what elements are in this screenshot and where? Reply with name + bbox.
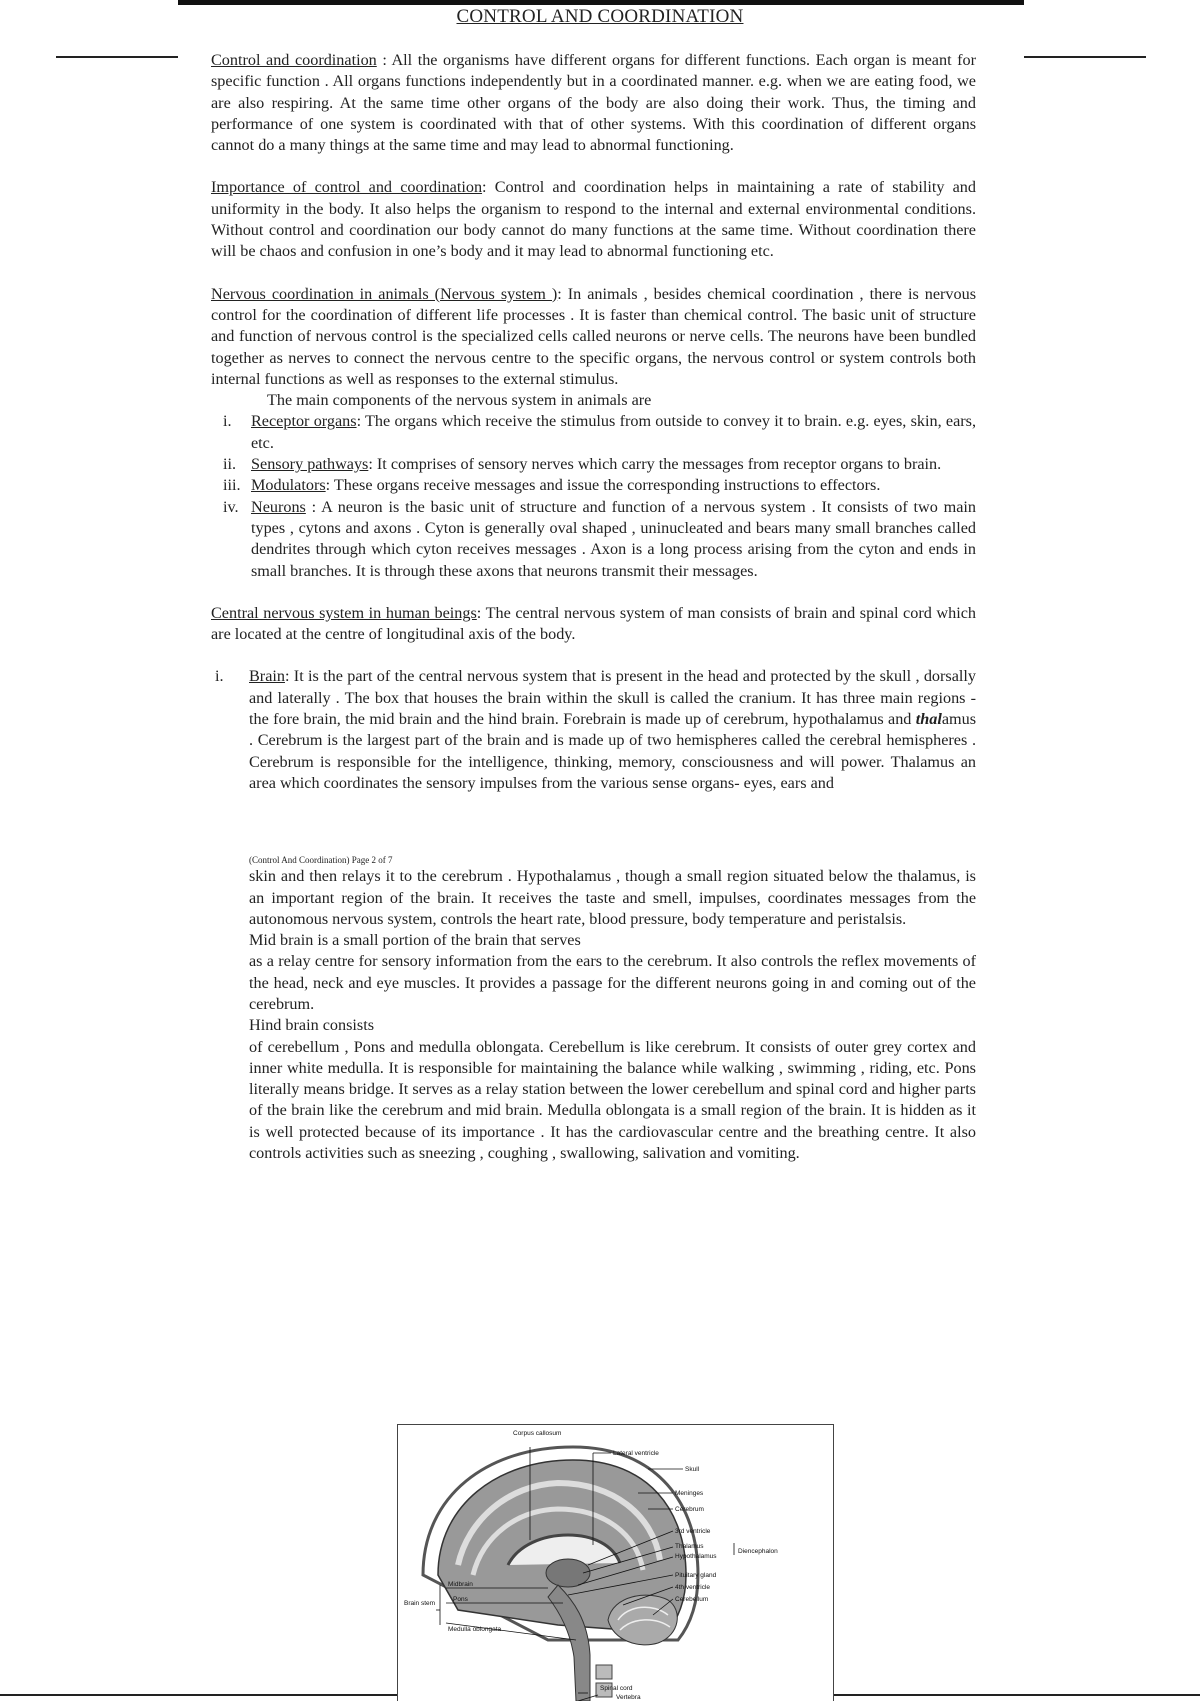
paragraph: skin and then relays it to the cerebrum . Hypothalamus , though a small region situated below the thalamus, is an important region of the brain. It receives the taste and smell, impulses, coordinates messages from the autonomous nervous system, controls the heart rate, blood pressure, body temperature and peristalsis. xyxy=(249,867,976,928)
label-lateral-ventricle: Lateral ventricle xyxy=(613,1450,659,1457)
list-number: iii. xyxy=(223,476,241,495)
list-item xyxy=(211,666,976,794)
list-label: Neurons xyxy=(251,497,306,516)
paragraph: of cerebellum , Pons and medulla oblongata. Cerebellum is like cerebrum. It consists of outer grey cortex and inner white medulla. It is responsible for maintaining the balance while walking , swimming , riding, etc. Pons literally means bridge. It serves as a relay station between the lower cerebellum and spinal cord and higher parts of the brain like the cerebrum and mid brain. Medulla oblongata is a small region of the brain. It is hidden as it is well protected because of its importance . It has the cardiovascular centre and the breathing centre. It also controls activities such as sneezing , coughing , swallowing, salivation and vomiting. xyxy=(249,1037,976,1163)
emphasis-text: thal xyxy=(915,710,942,729)
list-number: i. xyxy=(215,667,224,686)
label-thalamus: Thalamus xyxy=(675,1543,704,1550)
label-diencephalon: Diencephalon xyxy=(738,1548,778,1555)
paragraph: Hind brain consists xyxy=(249,1016,374,1035)
label-midbrain: Midbrain xyxy=(448,1581,473,1588)
label-fourth-ventricle: 4th ventricle xyxy=(675,1584,711,1591)
left-margin-rule xyxy=(56,56,178,58)
page-title: CONTROL AND COORDINATION xyxy=(456,6,744,27)
page-body xyxy=(211,50,976,1164)
list-label: Sensory pathways xyxy=(251,455,369,474)
list-item xyxy=(211,497,976,582)
list-number: ii. xyxy=(223,455,237,474)
label-pituitary: Pituitary gland xyxy=(675,1572,717,1579)
label-brain-stem: Brain stem xyxy=(404,1600,436,1607)
page-footer: (Control And Coordination) Page 2 of 7 xyxy=(249,855,393,866)
section-text: : Control and coordination helps in maintaining a rate of stability and uniformity in the body. It also helps the organism to respond to the internal and external environmental conditions. Without control and coordination our body cannot do many functions at the same time. Without coordination there will be chaos and confusion in one’s body and it may lead to abnormal functioning etc. xyxy=(211,178,976,261)
paragraph: as a relay centre for sensory information from the ears to the cerebrum. It also controls the reflex movements of the head, neck and eye muscles. It provides a passage for the different neurons going in and coming out of the cerebrum. xyxy=(249,952,976,1013)
label-skull: Skull xyxy=(685,1466,700,1473)
section-control xyxy=(211,50,976,156)
brain-diagram-svg xyxy=(398,1425,833,1701)
continued-text xyxy=(211,866,976,1164)
list-text: : These organs receive messages and issue the corresponding instructions to effectors. xyxy=(325,476,881,495)
section-heading: Nervous coordination in animals (Nervous system ) xyxy=(211,284,558,303)
list-number: iv. xyxy=(223,497,239,516)
label-cerebellum: Cerebellum xyxy=(675,1596,709,1603)
label-cerebrum: Cerebrum xyxy=(675,1506,704,1513)
list-label: Modulators xyxy=(251,476,326,495)
section-importance xyxy=(211,177,976,262)
right-margin-rule xyxy=(1024,56,1146,58)
section-heading: Central nervous system in human beings xyxy=(211,603,477,622)
section-heading: Importance of control and coordination xyxy=(211,178,483,197)
vertebra-shape xyxy=(596,1665,612,1679)
components-intro: The main components of the nervous system in animals are xyxy=(267,391,652,410)
label-medulla: Medulla oblongata xyxy=(448,1626,502,1633)
brain-diagram xyxy=(397,1424,834,1701)
label-third-ventricle: 3rd ventricle xyxy=(675,1528,711,1535)
list-text: : It comprises of sensory nerves which carry the messages from receptor organs to brain. xyxy=(368,455,942,474)
paragraph: Mid brain is a small portion of the brain that serves xyxy=(249,931,581,950)
list-label: Brain xyxy=(249,667,285,686)
list-text: : It is the part of the central nervous system that is present in the head and protected by the skull , dorsally and laterally . The box that houses the brain within the skull is called the cranium. It has three main regions - the fore brain, the mid brain and the hind brain. xyxy=(249,667,976,729)
section-cns xyxy=(211,603,976,646)
label-vertebra: Vertebra xyxy=(616,1694,641,1701)
list-text: : A neuron is the basic unit of structure and function of a nervous system . It consists of two main types , cytons and axons . Cyton is generally oval shaped , uninucleated and bears many small branches called dendrites through which cyton receives messages . Axon is a long process arising from the cyton and ends in small branches. It is through these axons that neurons transmit their messages. xyxy=(251,497,976,580)
section-text: : The central nervous system of man consists of brain and spinal cord which are located at the centre of longitudinal axis of the body. xyxy=(211,603,976,644)
list-text: Forebrain is made up of cerebrum, hypothalamus and xyxy=(558,710,916,729)
list-item xyxy=(211,475,976,496)
section-nervous xyxy=(211,284,976,390)
section-heading: Control and coordination xyxy=(211,51,377,69)
label-spinal-cord: Spinal cord xyxy=(600,1685,633,1692)
list-text: amus . Cerebrum is the largest part of the brain and is made up of two hemispheres called the cerebral hemispheres . Cerebrum is responsible for the intelligence, thinking, memory, consciousness and will power. Thalamus an area which coordinates the sensory impulses from the various sense organs- eyes, ears and xyxy=(249,710,976,792)
brain-list xyxy=(211,666,976,794)
list-item xyxy=(211,411,976,454)
list-text: : The organs which receive the stimulus from outside to convey it to brain. e.g. eyes, skin, ears, etc. xyxy=(251,412,976,452)
top-rule xyxy=(178,0,1024,5)
list-item xyxy=(211,454,976,475)
list-label: Receptor organs xyxy=(251,412,357,431)
label-pons: Pons xyxy=(453,1596,468,1603)
section-text: : All the organisms have different organs for different functions. Each organ is meant for specific function . All organs functions independently but in a coordinated manner. e.g. when we are eating food, we are also respiring. At the same time other organs of the body are also doing their work. Thus, the timing and performance of one system is coordinated with that of other systems. With this coordination of different organs cannot do a many things at the same time and may lead to abnormal functioning. xyxy=(211,51,976,155)
label-corpus-callosum: Corpus callosum xyxy=(513,1430,562,1437)
label-hypothalamus: Hypothalamus xyxy=(675,1553,717,1560)
components-list xyxy=(211,411,976,581)
label-meninges: Meninges xyxy=(675,1490,704,1497)
section-text: : In animals , besides chemical coordination , there is nervous control for the coordination of different life processes . It is faster than chemical control. The basic unit of structure and function of nervous control is the specialized cells called neurons or nerve cells. The neurons have been bundled together as nerves to connect the nervous centre to the specific organs, the nervous control or system controls both internal functions as well as responses to the external stimulus. xyxy=(211,284,976,388)
list-number: i. xyxy=(223,412,232,431)
